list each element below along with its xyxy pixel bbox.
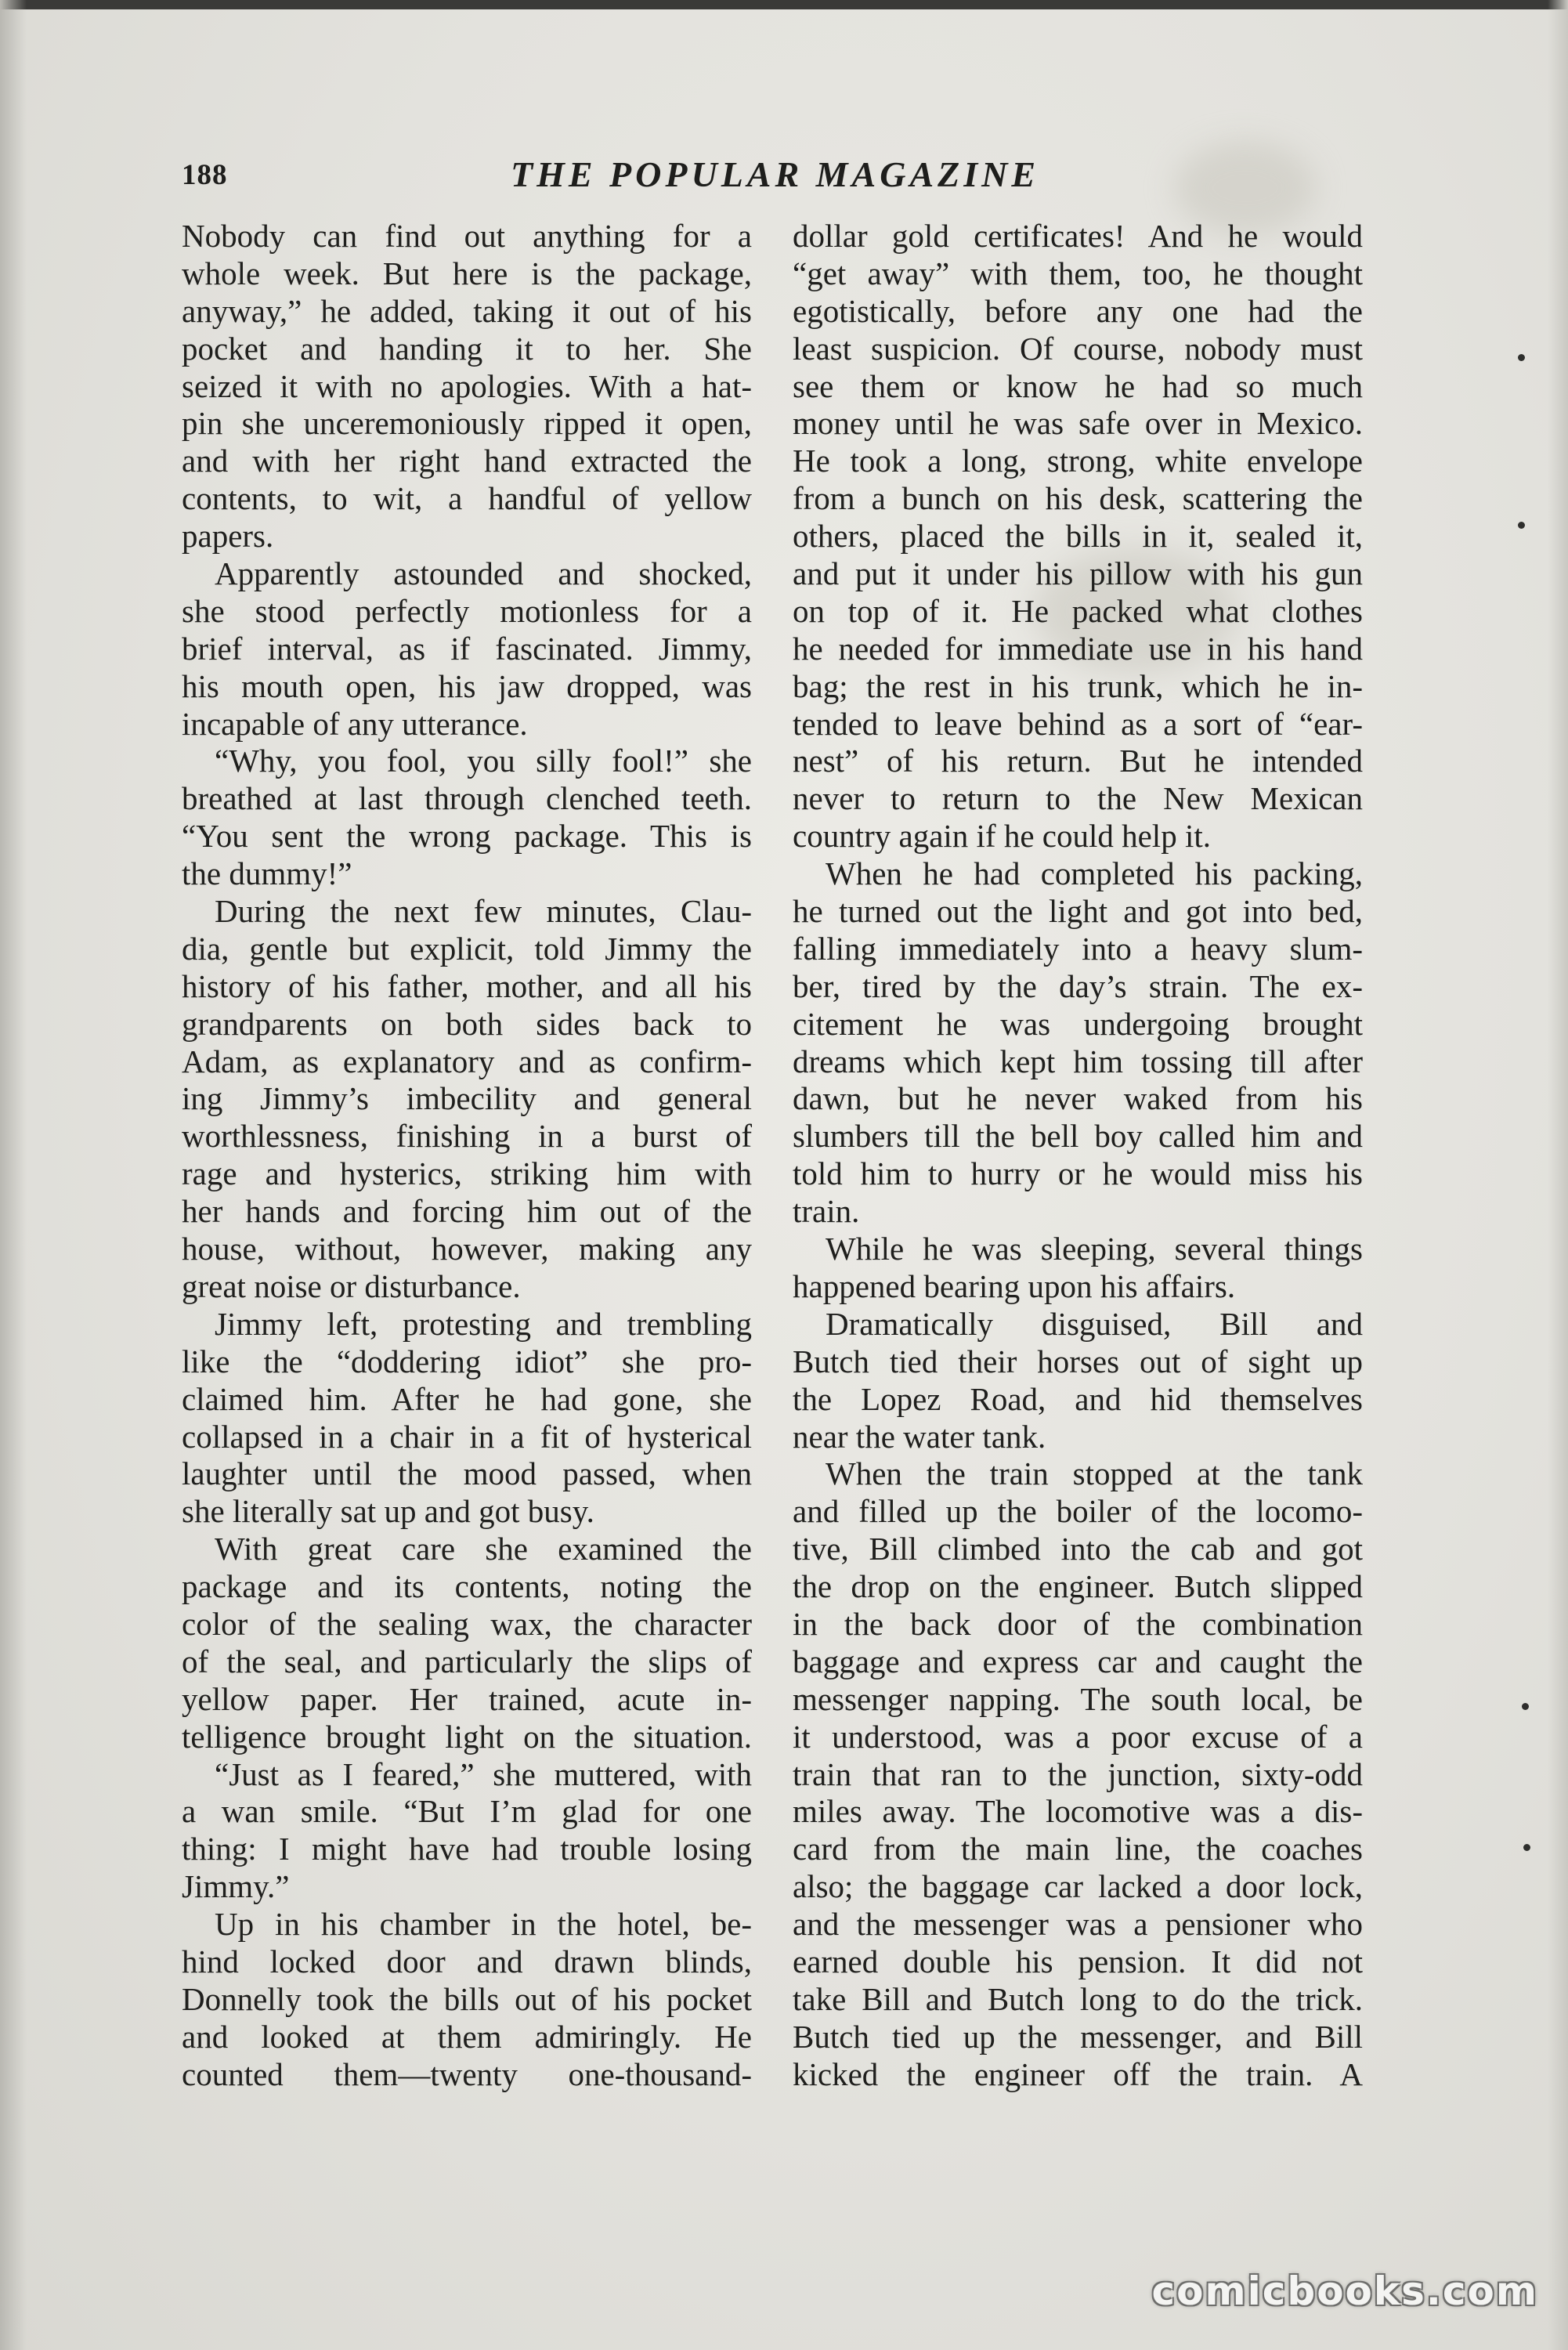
text-line: dawn, but he never waked from his: [793, 1080, 1363, 1117]
text-line: Nobody can find out anything for a: [182, 218, 752, 254]
text-line: Butch tied up the messenger, and Bill: [793, 2018, 1363, 2055]
text-line: train that ran to the junction, sixty-odd: [793, 1755, 1363, 1792]
text-line: never to return to the New Mexican: [793, 780, 1363, 817]
text-line: earned double his pension. It did not: [793, 1943, 1363, 1979]
text-line: train.: [793, 1193, 860, 1230]
text-line: Donnelly took the bills out of his pocket: [182, 1980, 752, 2017]
text-line: hind locked door and drawn blinds,: [182, 1943, 752, 1979]
text-line: and with her right hand extracted the: [182, 443, 752, 479]
page-edge: [1548, 0, 1568, 2350]
text-line: like the “doddering idiot” she pro-: [182, 1343, 752, 1379]
text-line: a wan smile. “But I’m glad for one: [182, 1793, 752, 1830]
text-line: When he had completed his packing,: [826, 855, 1363, 892]
text-line: near the water tank.: [793, 1418, 1046, 1455]
text-line: see them or know he had so much: [793, 367, 1363, 404]
text-line: Butch tied their horses out of sight up: [793, 1343, 1363, 1379]
text-line: baggage and express car and caught the: [793, 1643, 1363, 1679]
text-line: incapable of any utterance.: [182, 705, 528, 742]
text-line: Apparently astounded and shocked,: [215, 555, 752, 592]
text-line: “Why, you fool, you silly fool!” she: [215, 743, 752, 779]
text-line: papers.: [182, 518, 274, 555]
text-line: anyway,” he added, taking it out of his: [182, 292, 752, 329]
text-line: miles away. The locomotive was a dis-: [793, 1793, 1363, 1830]
text-line: she stood perfectly motionless for a: [182, 592, 752, 629]
text-line: dreams which kept him tossing till after: [793, 1043, 1363, 1079]
text-line: and the messenger was a pensioner who: [793, 1906, 1363, 1943]
text-line: thing: I might have had trouble losing: [182, 1831, 752, 1867]
text-line: telligence brought light on the situation.: [182, 1718, 752, 1755]
text-line: from a bunch on his desk, scattering the: [793, 480, 1363, 517]
running-header: [182, 154, 1372, 197]
text-line: nest” of his return. But he intended: [793, 743, 1363, 779]
text-line: on top of it. He packed what clothes: [793, 592, 1363, 629]
top-edge-rule: [0, 0, 1568, 9]
left-text-column: [182, 218, 752, 2094]
text-line: take Bill and Butch long to do the trick.: [793, 1980, 1363, 2017]
text-line: great noise or disturbance.: [182, 1267, 521, 1304]
text-line: color of the sealing wax, the character: [182, 1605, 752, 1642]
text-line: “You sent the wrong package. This is: [182, 818, 752, 855]
text-line: pin she unceremoniously ripped it open,: [182, 405, 752, 442]
page-number: 188: [182, 159, 228, 191]
text-line: also; the baggage car lacked a door lock,: [793, 1868, 1363, 1905]
text-line: and filled up the boiler of the locomo-: [793, 1493, 1363, 1530]
text-line: grandparents on both sides back to: [182, 1005, 752, 1042]
text-line: Adam, as explanatory and as confirm-: [182, 1043, 752, 1079]
text-line: Jimmy.”: [182, 1868, 290, 1905]
text-line: country again if he could help it.: [793, 818, 1211, 855]
binding-hole-speck: [1518, 522, 1525, 529]
text-line: worthlessness, finishing in a burst of: [182, 1118, 752, 1155]
magazine-title: THE POPULAR MAGAZINE: [511, 154, 1040, 194]
text-line: it understood, was a poor excuse of a: [793, 1718, 1363, 1755]
text-line: Up in his chamber in the hotel, be-: [215, 1906, 752, 1943]
text-line: ber, tired by the day’s strain. The ex-: [793, 967, 1363, 1004]
text-line: Dramatically disguised, Bill and: [826, 1305, 1363, 1342]
text-line: counted them—twenty one-thousand-: [182, 2055, 752, 2092]
right-text-column: [793, 218, 1363, 2094]
text-line: claimed him. After he had gone, she: [182, 1380, 752, 1417]
text-line: in the back door of the combination: [793, 1605, 1363, 1642]
text-line: citement he was undergoing brought: [793, 1005, 1363, 1042]
text-line: told him to hurry or he would miss his: [793, 1155, 1363, 1192]
text-line: package and its contents, noting the: [182, 1568, 752, 1605]
text-line: Jimmy left, protesting and trembling: [215, 1305, 752, 1342]
text-line: rage and hysterics, striking him with: [182, 1155, 752, 1192]
text-line: ing Jimmy’s imbecility and general: [182, 1080, 752, 1117]
text-line: kicked the engineer off the train. A: [793, 2055, 1363, 2092]
text-line: egotistically, before any one had the: [793, 292, 1363, 329]
text-line: yellow paper. Her trained, acute in-: [182, 1680, 752, 1717]
text-line: collapsed in a chair in a fit of hysterical: [182, 1418, 752, 1455]
text-line: “get away” with them, too, he thought: [793, 255, 1363, 291]
text-line: While he was sleeping, several things: [826, 1231, 1363, 1267]
text-line: happened bearing upon his affairs.: [793, 1267, 1236, 1304]
text-line: money until he was safe over in Mexico.: [793, 405, 1363, 442]
text-line: seized it with no apologies. With a hat-: [182, 367, 752, 404]
text-line: her hands and forcing him out of the: [182, 1193, 752, 1230]
text-line: tive, Bill climbed into the cab and got: [793, 1531, 1363, 1567]
text-line: of the seal, and particularly the slips of: [182, 1643, 752, 1679]
text-line: dollar gold certificates! And he would: [793, 218, 1363, 254]
text-line: When the train stopped at the tank: [826, 1455, 1363, 1492]
text-line: messenger napping. The south local, be: [793, 1680, 1363, 1717]
text-line: least suspicion. Of course, nobody must: [793, 330, 1363, 367]
text-line: breathed at last through clenched teeth.: [182, 780, 752, 817]
binding-hole-speck: [1518, 354, 1525, 361]
text-line: the drop on the engineer. Butch slipped: [793, 1568, 1363, 1605]
text-line: “Just as I feared,” she muttered, with: [215, 1755, 752, 1792]
text-line: tended to leave behind as a sort of “ear-: [793, 705, 1363, 742]
text-line: she literally sat up and got busy.: [182, 1493, 594, 1530]
text-line: and looked at them admiringly. He: [182, 2018, 752, 2055]
text-line: he needed for immediate use in his hand: [793, 630, 1363, 667]
text-line: With great care she examined the: [215, 1531, 752, 1567]
text-line: slumbers till the bell boy called him and: [793, 1118, 1363, 1155]
text-line: bag; the rest in his trunk, which he in-: [793, 667, 1363, 704]
text-line: brief interval, as if fascinated. Jimmy,: [182, 630, 752, 667]
text-line: history of his father, mother, and all his: [182, 967, 752, 1004]
text-line: He took a long, strong, white envelope: [793, 443, 1363, 479]
binding-hole-speck: [1523, 1844, 1530, 1851]
text-line: others, placed the bills in it, sealed it,: [793, 518, 1363, 555]
text-line: During the next few minutes, Clau-: [215, 893, 752, 930]
text-line: he turned out the light and got into bed,: [793, 893, 1363, 930]
binding-shadow: [0, 0, 27, 2350]
site-watermark: comicbooks.com: [1151, 2269, 1538, 2314]
text-line: the dummy!”: [182, 855, 352, 892]
text-line: his mouth open, his jaw dropped, was: [182, 667, 752, 704]
text-line: pocket and handing it to her. She: [182, 330, 752, 367]
text-line: house, without, however, making any: [182, 1231, 752, 1267]
text-line: dia, gentle but explicit, told Jimmy the: [182, 930, 752, 967]
text-line: and put it under his pillow with his gun: [793, 555, 1363, 592]
text-line: falling immediately into a heavy slum-: [793, 930, 1363, 967]
text-line: laughter until the mood passed, when: [182, 1455, 752, 1492]
text-line: contents, to wit, a handful of yellow: [182, 480, 752, 517]
binding-hole-speck: [1522, 1703, 1529, 1710]
text-line: card from the main line, the coaches: [793, 1831, 1363, 1867]
text-line: whole week. But here is the package,: [182, 255, 752, 291]
text-line: the Lopez Road, and hid themselves: [793, 1380, 1363, 1417]
